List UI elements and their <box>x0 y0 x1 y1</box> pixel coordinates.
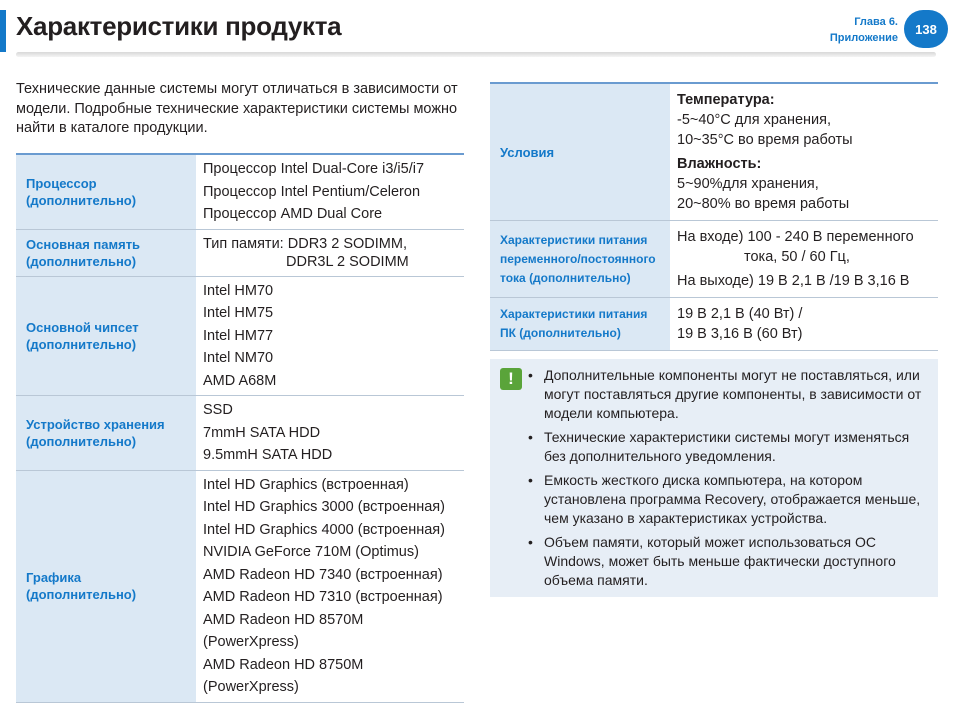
list-item: DDR3L 2 SODIMM <box>286 253 409 270</box>
specs-table-right <box>490 82 938 351</box>
note-list <box>528 366 930 595</box>
pc-power-value <box>670 298 938 351</box>
list-item: • Дополнительные компоненты могут не поставляться, или могут поставляться другие компоненты, в зависимости от модели компьютера. <box>528 366 930 423</box>
list-item: Intel HD Graphics (встроенная) <box>203 476 409 493</box>
list-item: 5~90%для хранения, <box>677 176 819 192</box>
list-item: -5~40°C для хранения, <box>677 112 832 128</box>
list-item: Intel HM77 <box>203 327 274 344</box>
chapter-number: Глава 6. <box>854 16 898 28</box>
list-item: NVIDIA GeForce 710M (Optimus) <box>203 544 419 560</box>
list-item: Intel HD Graphics 4000 (встроенная) <box>203 521 445 538</box>
list-item: 19 В 3,16 В (60 Вт) <box>677 326 803 342</box>
cpu-value <box>196 154 464 229</box>
table-row <box>16 229 464 276</box>
list-item: Intel HM75 <box>203 305 274 321</box>
specs-table-left <box>16 153 464 703</box>
memory-type-prefix: Тип памяти: <box>203 235 284 252</box>
list-item: Процессор AMD Dual Core <box>203 206 383 222</box>
cpu-label: Процессор (дополнительно) <box>16 154 196 229</box>
list-item: Процессор Intel Pentium/Celeron <box>203 183 421 200</box>
memory-label: Основная память (дополнительно) <box>16 229 196 276</box>
page-number-badge: 138 <box>904 10 948 48</box>
conditions-value <box>670 83 938 221</box>
list-item: На входе) 100 - 240 В переменного <box>677 229 914 245</box>
list-item: • Объем памяти, который может использоваться ОС Windows, может быть меньше фактически доступного объема памяти. <box>528 533 930 590</box>
list-item: • Технические характеристики системы могут изменяться без дополнительного уведомления. <box>528 428 930 466</box>
storage-value <box>196 396 464 471</box>
list-item: AMD Radeon HD 7340 (встроенная) <box>203 566 443 583</box>
list-item: 10~35°C во время работы <box>677 132 853 148</box>
memory-value <box>196 229 464 276</box>
table-row <box>490 221 938 298</box>
graphics-label: Графика (дополнительно) <box>16 470 196 702</box>
list-item: AMD Radeon HD 7310 (встроенная) <box>203 589 443 605</box>
table-row <box>16 276 464 396</box>
exclamation-icon: ! <box>500 368 522 390</box>
list-item: Intel HM70 <box>203 282 274 299</box>
header-divider <box>16 52 936 57</box>
chipset-label: Основной чипсет (дополнительно) <box>16 276 196 396</box>
list-item: тока, 50 / 60 Гц, <box>744 249 850 265</box>
list-item: AMD Radeon HD 8750M (PowerXpress) <box>203 656 364 695</box>
list-item: • Емкость жесткого диска компьютера, на котором установлена программа Recovery, отображается меньше, чем указано в характеристиках устройства. <box>528 471 930 528</box>
ac-power-value <box>670 221 938 298</box>
list-item: 19 В 2,1 В (40 Вт) / <box>677 306 803 322</box>
list-item: 9.5mmH SATA HDD <box>203 447 333 463</box>
list-item: AMD A68M <box>203 372 277 389</box>
conditions-label: Условия <box>490 83 670 221</box>
note-box <box>490 359 938 597</box>
list-item: Intel NM70 <box>203 350 274 366</box>
ac-power-label: Характеристики питания переменного/постоянного тока (дополнительно) <box>490 221 670 298</box>
chapter-name: Приложение <box>829 32 898 44</box>
list-item: SSD <box>203 402 233 418</box>
list-item: Процессор Intel Dual-Core i3/i5/i7 <box>203 161 425 177</box>
table-row <box>490 298 938 351</box>
intro-paragraph: Технические данные системы могут отличаться в зависимости от модели. Подробные технические характеристики системы можно найти в каталоге продукции. <box>16 81 458 136</box>
list-item: AMD Radeon HD 8570M (PowerXpress) <box>203 611 364 650</box>
list-item: 7mmH SATA HDD <box>203 424 321 441</box>
table-row <box>490 83 938 221</box>
table-row <box>16 396 464 471</box>
pc-power-label: Характеристики питания ПК (дополнительно) <box>490 298 670 351</box>
table-row <box>16 470 464 702</box>
table-row <box>16 154 464 229</box>
page-title: Характеристики продукта <box>16 11 342 41</box>
humidity-heading: Влажность: <box>677 156 762 172</box>
list-item: 20~80% во время работы <box>677 196 850 212</box>
title-accent-bar <box>0 10 6 52</box>
list-item: Intel HD Graphics 3000 (встроенная) <box>203 499 445 515</box>
storage-label: Устройство хранения (дополнительно) <box>16 396 196 471</box>
temperature-heading: Температура: <box>677 92 775 108</box>
chipset-value <box>196 276 464 396</box>
graphics-value <box>196 470 464 702</box>
list-item: На выходе) 19 В 2,1 В /19 В 3,16 В <box>677 273 910 289</box>
list-item: DDR3 2 SODIMM, <box>287 235 407 252</box>
chapter-label <box>830 14 898 46</box>
